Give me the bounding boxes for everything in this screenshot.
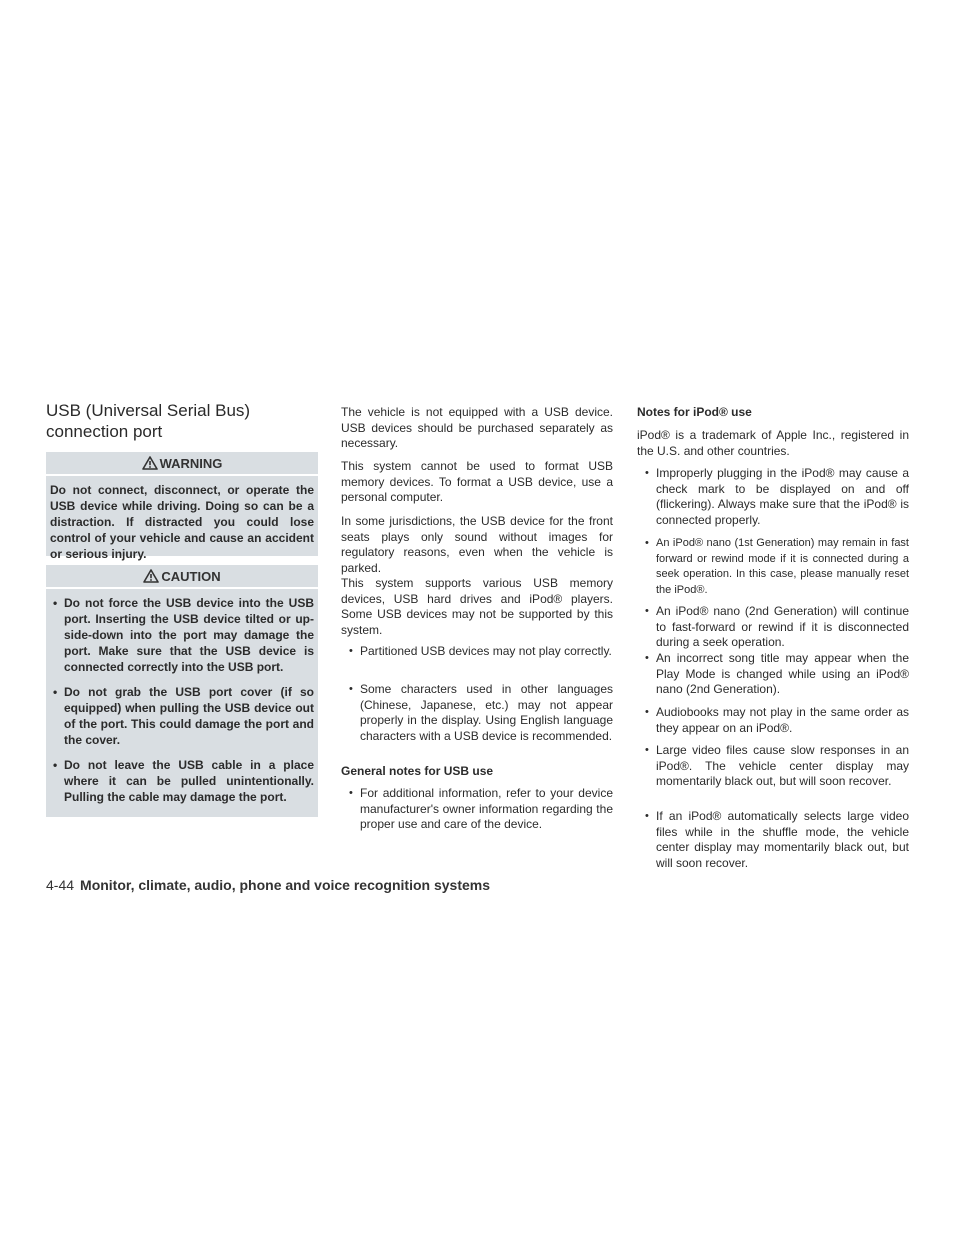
warning-box	[46, 452, 318, 561]
caution-item: • Do not grab the USB port cover (if so equipped) when pulling the USB device out of the port. This could damage the port and the cover.	[50, 684, 314, 748]
subheading: General notes for USB use	[341, 764, 494, 778]
warning-label: WARNING	[159, 456, 223, 471]
page-number: 4-44	[46, 877, 75, 893]
bullet-item: • An incorrect song title may appear when the Play Mode is changed while using an iPod® nano (2nd Generation).	[637, 651, 909, 698]
paragraph: iPod® is a trademark of Apple Inc., registered in the U.S. and other countries.	[637, 428, 909, 458]
bullet-item: • Large video files cause slow responses in an iPod®. The vehicle center display may momentarily black out, but will soon recover.	[637, 743, 909, 790]
caution-item: • Do not force the USB device into the USB port. Inserting the USB device tilted or up-side-down into the port may damage the port. Make sure that the USB device is connected correctly into the USB port.	[50, 595, 314, 675]
bullet-item: • If an iPod® automatically selects large video files while in the shuffle mode, the vehicle center display may momentarily black out, but will soon recover.	[637, 809, 909, 871]
caution-label: CAUTION	[161, 569, 221, 584]
warning-text: Do not connect, disconnect, or operate the USB device while driving. Doing so can be a distraction. If distracted you could lose control of your vehicle and cause an accident or serious injury.	[50, 483, 314, 561]
caution-header	[46, 565, 318, 587]
caution-list	[50, 595, 314, 805]
bullet-item: • Improperly plugging in the iPod® may cause a check mark to be displayed on and off (flickering). Always make sure that the iPod® is connected properly.	[637, 466, 909, 528]
paragraph: The vehicle is not equipped with a USB device. USB devices should be purchased separately as necessary.	[341, 405, 613, 450]
section-title: USB (Universal Serial Bus) connection port	[46, 401, 251, 441]
paragraph: In some jurisdictions, the USB device for the front seats plays only sound without images for regulatory reasons, even when the vehicle is parked.	[341, 514, 613, 575]
bullet-item: • Partitioned USB devices may not play correctly.	[341, 644, 613, 660]
bullet-item: • Some characters used in other languages (Chinese, Japanese, etc.) may not appear properly in the display. Using English language characters with a USB device is recommended.	[341, 682, 613, 744]
bullet-item: • An iPod® nano (1st Generation) may remain in fast forward or rewind mode if it is connected during a seek operation. In this case, please manually reset the iPod®.	[637, 536, 909, 598]
paragraph: This system supports various USB memory devices, USB hard drives and iPod® players. Some USB devices may not be supported by this system.	[341, 576, 613, 637]
caution-icon	[143, 569, 159, 586]
subheading: Notes for iPod® use	[637, 405, 752, 419]
warning-header	[46, 452, 318, 474]
bullet-item: • Audiobooks may not play in the same order as they appear on an iPod®.	[637, 705, 909, 736]
paragraph: This system cannot be used to format USB memory devices. To format a USB device, use a personal computer.	[341, 459, 613, 504]
page-footer	[46, 877, 490, 893]
warning-icon	[142, 456, 158, 473]
chapter-title: Monitor, climate, audio, phone and voice recognition systems	[80, 877, 490, 893]
caution-item: • Do not leave the USB cable in a place where it can be pulled unintentionally. Pulling the cable may damage the port.	[50, 757, 314, 805]
caution-box	[46, 565, 318, 817]
bullet-item: • An iPod® nano (2nd Generation) will continue to fast-forward or rewind if it is disconnected during a seek operation.	[637, 604, 909, 651]
bullet-item: • For additional information, refer to your device manufacturer's owner information regarding the proper use and care of the device.	[341, 786, 613, 833]
